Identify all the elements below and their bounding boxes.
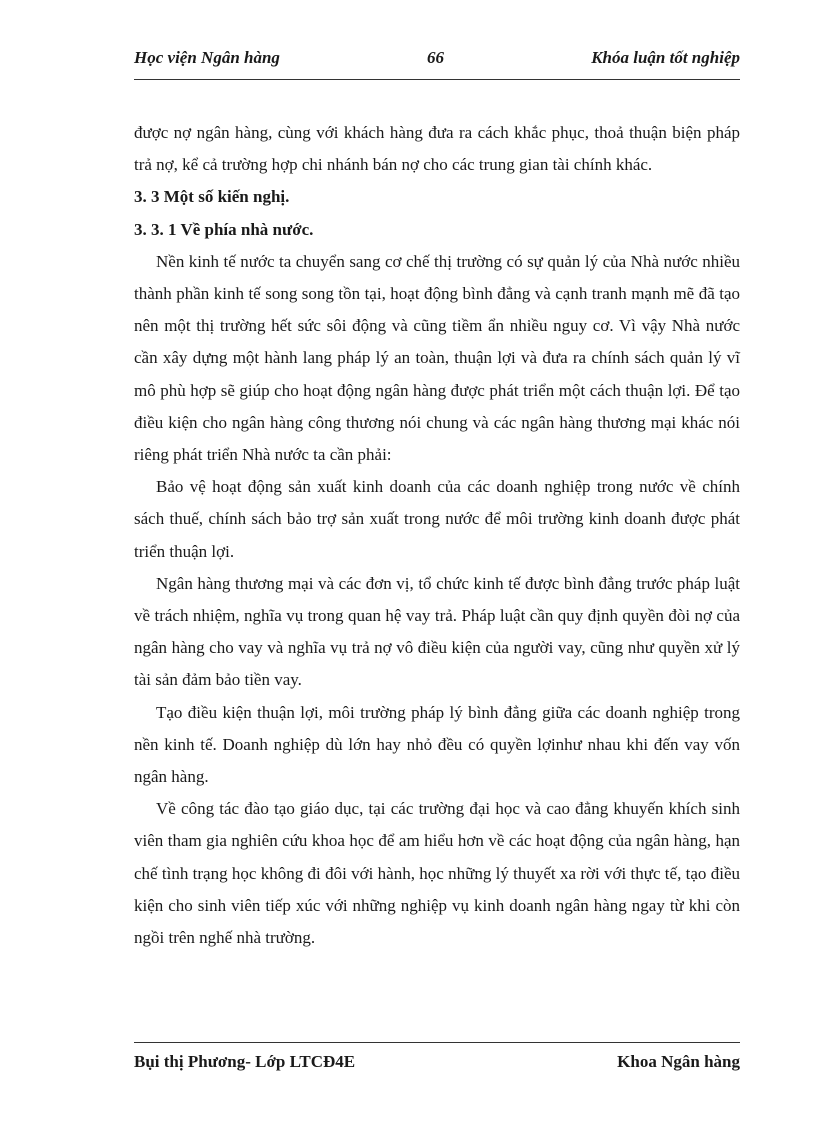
paragraph-legal-equality: Ngân hàng thương mại và các đơn vị, tổ chức kinh tế được bình đẳng trước pháp luật về trách nhiệm, nghĩa vụ trong quan hệ vay trả. Pháp luật cần quy định quyền đòi nợ của ngân hàng cho vay và nghĩa vụ trả nợ vô điều kiện của người vay, cũng như quyền xử lý tài sản đảm bảo tiền vay. bbox=[134, 573, 740, 690]
paragraph-continuation: được nợ ngân hàng, cùng với khách hàng đưa ra cách khắc phục, thoả thuận biện pháp trả nợ, kể cả trường hợp chi nhánh bán nợ cho các trung gian tài chính khác. bbox=[134, 123, 740, 175]
header-divider bbox=[134, 79, 740, 80]
paragraph-legal-environment: Tạo điều kiện thuận lợi, môi trường pháp lý bình đẳng giữa các doanh nghiệp trong nền kinh tế. Doanh nghiệp dù lớn hay nhỏ đều có quyền lợinhư nhau khi đến vay vốn ngân hàng. bbox=[134, 702, 740, 787]
footer-divider bbox=[134, 1042, 740, 1043]
header-page-number: 66 bbox=[427, 48, 444, 67]
paragraph-intro: Nền kinh tế nước ta chuyển sang cơ chế thị trường có sự quản lý của Nhà nước nhiều thành phần kinh tế song song tồn tại, hoạt động bình đẳng và cạnh tranh mạnh mẽ đã tạo nên một thị trường hết sức sôi động và cũng tiềm ẩn nhiều nguy cơ. Vì vậy Nhà nước cần xây dựng một hành lang pháp lý an toàn, thuận lợi và đưa ra chính sách quản lý vĩ mô phù hợp sẽ giúp cho hoạt động ngân hàng được phát triển một cách thuận lợi. Để tạo điều kiện cho ngân hàng công thương nói chung và các ngân hàng thương mại khác nói riêng phát triển Nhà nước ta cần phải: bbox=[134, 251, 740, 465]
page-header bbox=[134, 48, 740, 74]
footer-department: Khoa Ngân hàng bbox=[617, 1052, 740, 1071]
section-heading: 3. 3 Một số kiến nghị. bbox=[134, 187, 290, 207]
header-institution: Học viện Ngân hàng bbox=[134, 48, 280, 67]
page-footer bbox=[134, 1052, 740, 1078]
header-document-type: Khóa luận tốt nghiệp bbox=[591, 48, 740, 67]
footer-author: Bụi thị Phương- Lớp LTCĐ4E bbox=[134, 1052, 356, 1071]
subsection-heading: 3. 3. 1 Về phía nhà nước. bbox=[134, 219, 314, 239]
paragraph-education: Về công tác đào tạo giáo dục, tại các trường đại học và cao đẳng khuyến khích sinh viên tham gia nghiên cứu khoa học để am hiểu hơn về các hoạt động của ngân hàng, hạn chế tình trạng học không đi đôi với hành, học những lý thuyết xa rời với thực tế, tạo điều kiện cho sinh viên tiếp xúc với những nghiệp vụ kinh doanh ngân hàng ngay từ khi còn ngồi trên nghế nhà trường. bbox=[134, 799, 740, 948]
paragraph-protect-business: Bảo vệ hoạt động sản xuất kinh doanh của các doanh nghiệp trong nước về chính sách thuế, chính sách bảo trợ sản xuất trong nước để môi trường kinh doanh được phát triển thuận lợi. bbox=[134, 477, 740, 561]
page-body bbox=[134, 117, 740, 954]
